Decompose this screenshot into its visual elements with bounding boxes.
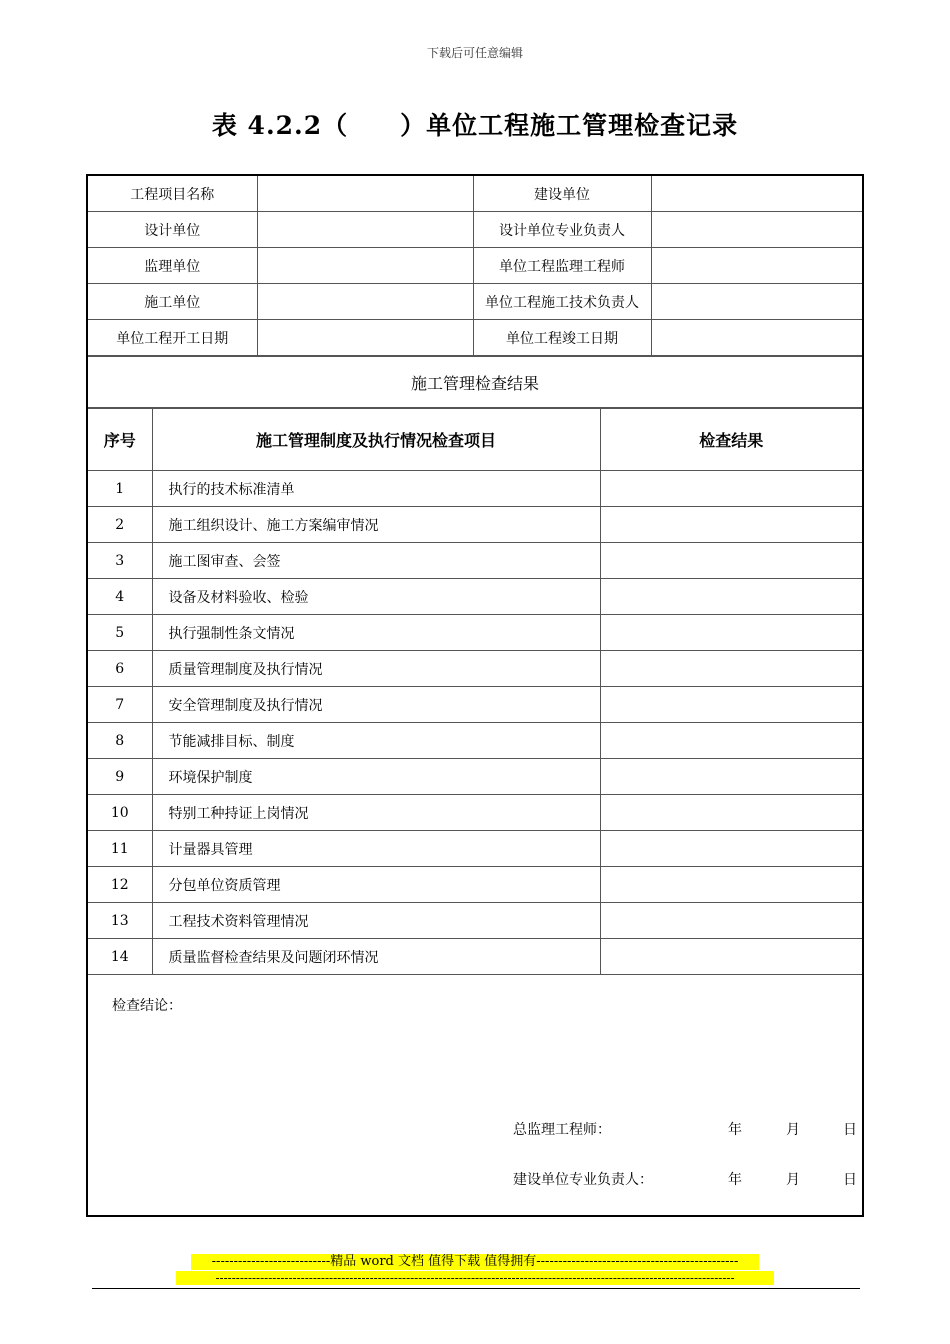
record-form — [86, 174, 864, 1217]
column-header-result: 检查结果 — [600, 409, 862, 471]
item-number: 14 — [88, 939, 152, 975]
info-label: 建设单位 — [473, 176, 651, 212]
item-number: 9 — [88, 759, 152, 795]
item-description: 执行的技术标准清单 — [152, 471, 600, 507]
date-day-label: 日 — [843, 1172, 857, 1188]
table-row — [88, 831, 862, 867]
info-label: 施工单位 — [88, 284, 257, 320]
info-row — [88, 248, 862, 284]
item-result-field[interactable] — [600, 507, 862, 543]
table-row — [88, 615, 862, 651]
info-label: 监理单位 — [88, 248, 257, 284]
table-row — [88, 759, 862, 795]
info-value-field[interactable] — [651, 212, 862, 248]
item-result-field[interactable] — [600, 759, 862, 795]
item-result-field[interactable] — [600, 903, 862, 939]
item-result-field[interactable] — [600, 687, 862, 723]
item-description: 施工图审查、会签 — [152, 543, 600, 579]
item-description: 工程技术资料管理情况 — [152, 903, 600, 939]
table-row — [88, 543, 862, 579]
info-label: 单位工程监理工程师 — [473, 248, 651, 284]
item-description: 质量监督检查结果及问题闭环情况 — [152, 939, 600, 975]
item-description: 执行强制性条文情况 — [152, 615, 600, 651]
date-year-label: 年 — [728, 1172, 742, 1188]
item-description: 设备及材料验收、检验 — [152, 579, 600, 615]
info-row — [88, 284, 862, 320]
date-month-label: 月 — [786, 1172, 800, 1188]
info-value-field[interactable] — [257, 176, 473, 212]
conclusion-section — [88, 976, 862, 1215]
item-result-field[interactable] — [600, 543, 862, 579]
footer-rule — [92, 1288, 860, 1289]
table-row — [88, 579, 862, 615]
footer-banner: ---------------------------精品 word 文档 值得下载 值得拥有---------------------------------------------- — [191, 1254, 759, 1270]
item-result-field[interactable] — [600, 723, 862, 759]
page-title: 表 4.2.2（ ）单位工程施工管理检查记录 — [211, 111, 739, 140]
item-description: 环境保护制度 — [152, 759, 600, 795]
section-title: 施工管理检查结果 — [88, 357, 862, 408]
info-value-field[interactable] — [257, 320, 473, 356]
item-description: 安全管理制度及执行情况 — [152, 687, 600, 723]
info-label: 单位工程施工技术负责人 — [473, 284, 651, 320]
item-number: 1 — [88, 471, 152, 507]
item-result-field[interactable] — [600, 471, 862, 507]
item-number: 7 — [88, 687, 152, 723]
item-description: 施工组织设计、施工方案编审情况 — [152, 507, 600, 543]
date-month-label: 月 — [786, 1122, 800, 1138]
signature-role: 总监理工程师： — [513, 1122, 611, 1138]
section-header — [88, 356, 862, 408]
table-row — [88, 903, 862, 939]
table-row — [88, 471, 862, 507]
check-table-header — [88, 409, 862, 471]
item-description: 质量管理制度及执行情况 — [152, 651, 600, 687]
item-result-field[interactable] — [600, 939, 862, 975]
item-description: 分包单位资质管理 — [152, 867, 600, 903]
info-value-field[interactable] — [651, 320, 862, 356]
item-number: 8 — [88, 723, 152, 759]
item-number: 3 — [88, 543, 152, 579]
info-label: 单位工程竣工日期 — [473, 320, 651, 356]
item-result-field[interactable] — [600, 615, 862, 651]
item-description: 计量器具管理 — [152, 831, 600, 867]
item-result-field[interactable] — [600, 579, 862, 615]
item-description: 特别工种持证上岗情况 — [152, 795, 600, 831]
info-value-field[interactable] — [257, 248, 473, 284]
table-row — [88, 651, 862, 687]
table-row — [88, 687, 862, 723]
column-header-item: 施工管理制度及执行情况检查项目 — [152, 409, 600, 471]
item-number: 13 — [88, 903, 152, 939]
date-year-label: 年 — [728, 1122, 742, 1138]
date-day-label: 日 — [843, 1122, 857, 1138]
item-number: 4 — [88, 579, 152, 615]
item-description: 节能减排目标、制度 — [152, 723, 600, 759]
info-value-field[interactable] — [257, 284, 473, 320]
info-value-field[interactable] — [651, 284, 862, 320]
table-row — [88, 939, 862, 975]
info-label: 工程项目名称 — [88, 176, 257, 212]
info-row — [88, 212, 862, 248]
project-info-table — [88, 176, 862, 356]
item-result-field[interactable] — [600, 831, 862, 867]
item-number: 5 — [88, 615, 152, 651]
item-number: 2 — [88, 507, 152, 543]
footer-dashes: -------------------------------------------------------------------------------------------------------------------------------- — [176, 1271, 774, 1285]
item-number: 10 — [88, 795, 152, 831]
table-row — [88, 507, 862, 543]
table-row — [88, 867, 862, 903]
info-value-field[interactable] — [651, 248, 862, 284]
check-table — [88, 408, 862, 975]
item-number: 12 — [88, 867, 152, 903]
info-label: 单位工程开工日期 — [88, 320, 257, 356]
conclusion-label: 检查结论： — [112, 998, 182, 1014]
item-result-field[interactable] — [600, 795, 862, 831]
info-label: 设计单位专业负责人 — [473, 212, 651, 248]
item-result-field[interactable] — [600, 651, 862, 687]
item-result-field[interactable] — [600, 867, 862, 903]
info-value-field[interactable] — [651, 176, 862, 212]
info-row — [88, 320, 862, 356]
signature-role: 建设单位专业负责人： — [513, 1172, 653, 1188]
info-row — [88, 176, 862, 212]
page-header-note: 下载后可任意编辑 — [426, 46, 523, 60]
item-number: 6 — [88, 651, 152, 687]
info-value-field[interactable] — [257, 212, 473, 248]
item-number: 11 — [88, 831, 152, 867]
column-header-no: 序号 — [88, 409, 152, 471]
table-row — [88, 723, 862, 759]
info-label: 设计单位 — [88, 212, 257, 248]
table-row — [88, 795, 862, 831]
